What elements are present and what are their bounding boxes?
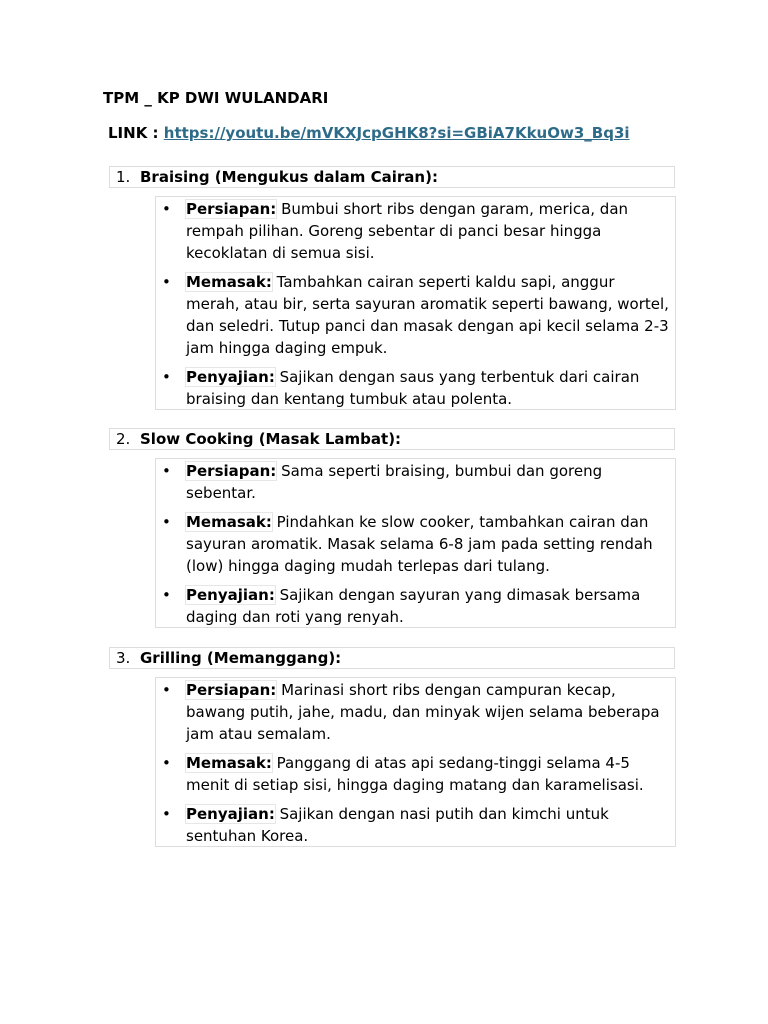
list-item: [156, 511, 675, 577]
step-text: Pindahkan ke slow cooker, tambahkan cairan dan sayuran aromatik. Masak selama 6-8 jam pada setting rendah (low) hingga daging mudah terlepas dari tulang.: [186, 513, 653, 575]
section-number: 1.: [116, 168, 131, 186]
list-item: [156, 584, 675, 628]
link-label: LINK :: [108, 124, 159, 142]
section-2-heading: [109, 428, 675, 450]
section-number: 2.: [116, 430, 131, 448]
step-key: Penyajian:: [186, 586, 275, 604]
step-text: Sajikan dengan nasi putih dan kimchi untuk sentuhan Korea.: [186, 805, 609, 845]
bullet-icon: •: [162, 200, 171, 218]
list-item: [156, 271, 675, 359]
bullet-icon: •: [162, 754, 171, 772]
step-key: Persiapan:: [186, 462, 277, 480]
section-3-heading: [109, 647, 675, 669]
step-key: Memasak:: [186, 754, 272, 772]
bullet-icon: •: [162, 462, 171, 480]
section-1-steps: [155, 196, 676, 410]
step-text: Tambahkan cairan seperti kaldu sapi, anggur merah, atau bir, serta sayuran aromatik seperti bawang, wortel, dan seledri. Tutup panci dan masak dengan api kecil selama 2-3 jam hingga daging empuk.: [186, 273, 669, 357]
section-title: Braising (Mengukus dalam Cairan):: [140, 168, 438, 186]
bullet-icon: •: [162, 586, 171, 604]
list-item: [156, 366, 675, 410]
step-text: Panggang di atas api sedang-tinggi selama 4-5 menit di setiap sisi, hingga daging matang dan karamelisasi.: [186, 754, 644, 794]
step-key: Penyajian:: [186, 805, 275, 823]
list-item: [156, 803, 675, 847]
list-item: [156, 679, 675, 745]
step-text: Sama seperti braising, bumbui dan goreng sebentar.: [186, 462, 603, 502]
step-key: Persiapan:: [186, 200, 277, 218]
link-line: [108, 124, 630, 142]
bullet-icon: •: [162, 513, 171, 531]
list-item: [156, 198, 675, 264]
section-title: Slow Cooking (Masak Lambat):: [140, 430, 402, 448]
step-key: Memasak:: [186, 513, 272, 531]
step-key: Memasak:: [186, 273, 272, 291]
document-title: TPM _ KP DWI WULANDARI: [103, 89, 329, 107]
list-item: [156, 752, 675, 796]
section-title: Grilling (Memanggang):: [140, 649, 342, 667]
step-text: Bumbui short ribs dengan garam, merica, dan rempah pilihan. Goreng sebentar di panci besar hingga kecoklatan di semua sisi.: [186, 200, 629, 262]
step-text: Sajikan dengan saus yang terbentuk dari cairan braising dan kentang tumbuk atau polenta.: [186, 368, 640, 408]
section-3-steps: [155, 677, 676, 847]
step-key: Persiapan:: [186, 681, 277, 699]
section-1-heading: [109, 166, 675, 188]
step-text: Sajikan dengan sayuran yang dimasak bersama daging dan roti yang renyah.: [186, 586, 641, 626]
bullet-icon: •: [162, 273, 171, 291]
list-item: [156, 460, 675, 504]
youtube-link[interactable]: https://youtu.be/mVKXJcpGHK8?si=GBiA7KkuOw3_Bq3i: [163, 124, 630, 142]
bullet-icon: •: [162, 368, 171, 386]
section-2-steps: [155, 458, 676, 628]
bullet-icon: •: [162, 805, 171, 823]
bullet-icon: •: [162, 681, 171, 699]
section-number: 3.: [116, 649, 131, 667]
step-key: Penyajian:: [186, 368, 275, 386]
step-text: Marinasi short ribs dengan campuran kecap, bawang putih, jahe, madu, dan minyak wijen selama beberapa jam atau semalam.: [186, 681, 660, 743]
